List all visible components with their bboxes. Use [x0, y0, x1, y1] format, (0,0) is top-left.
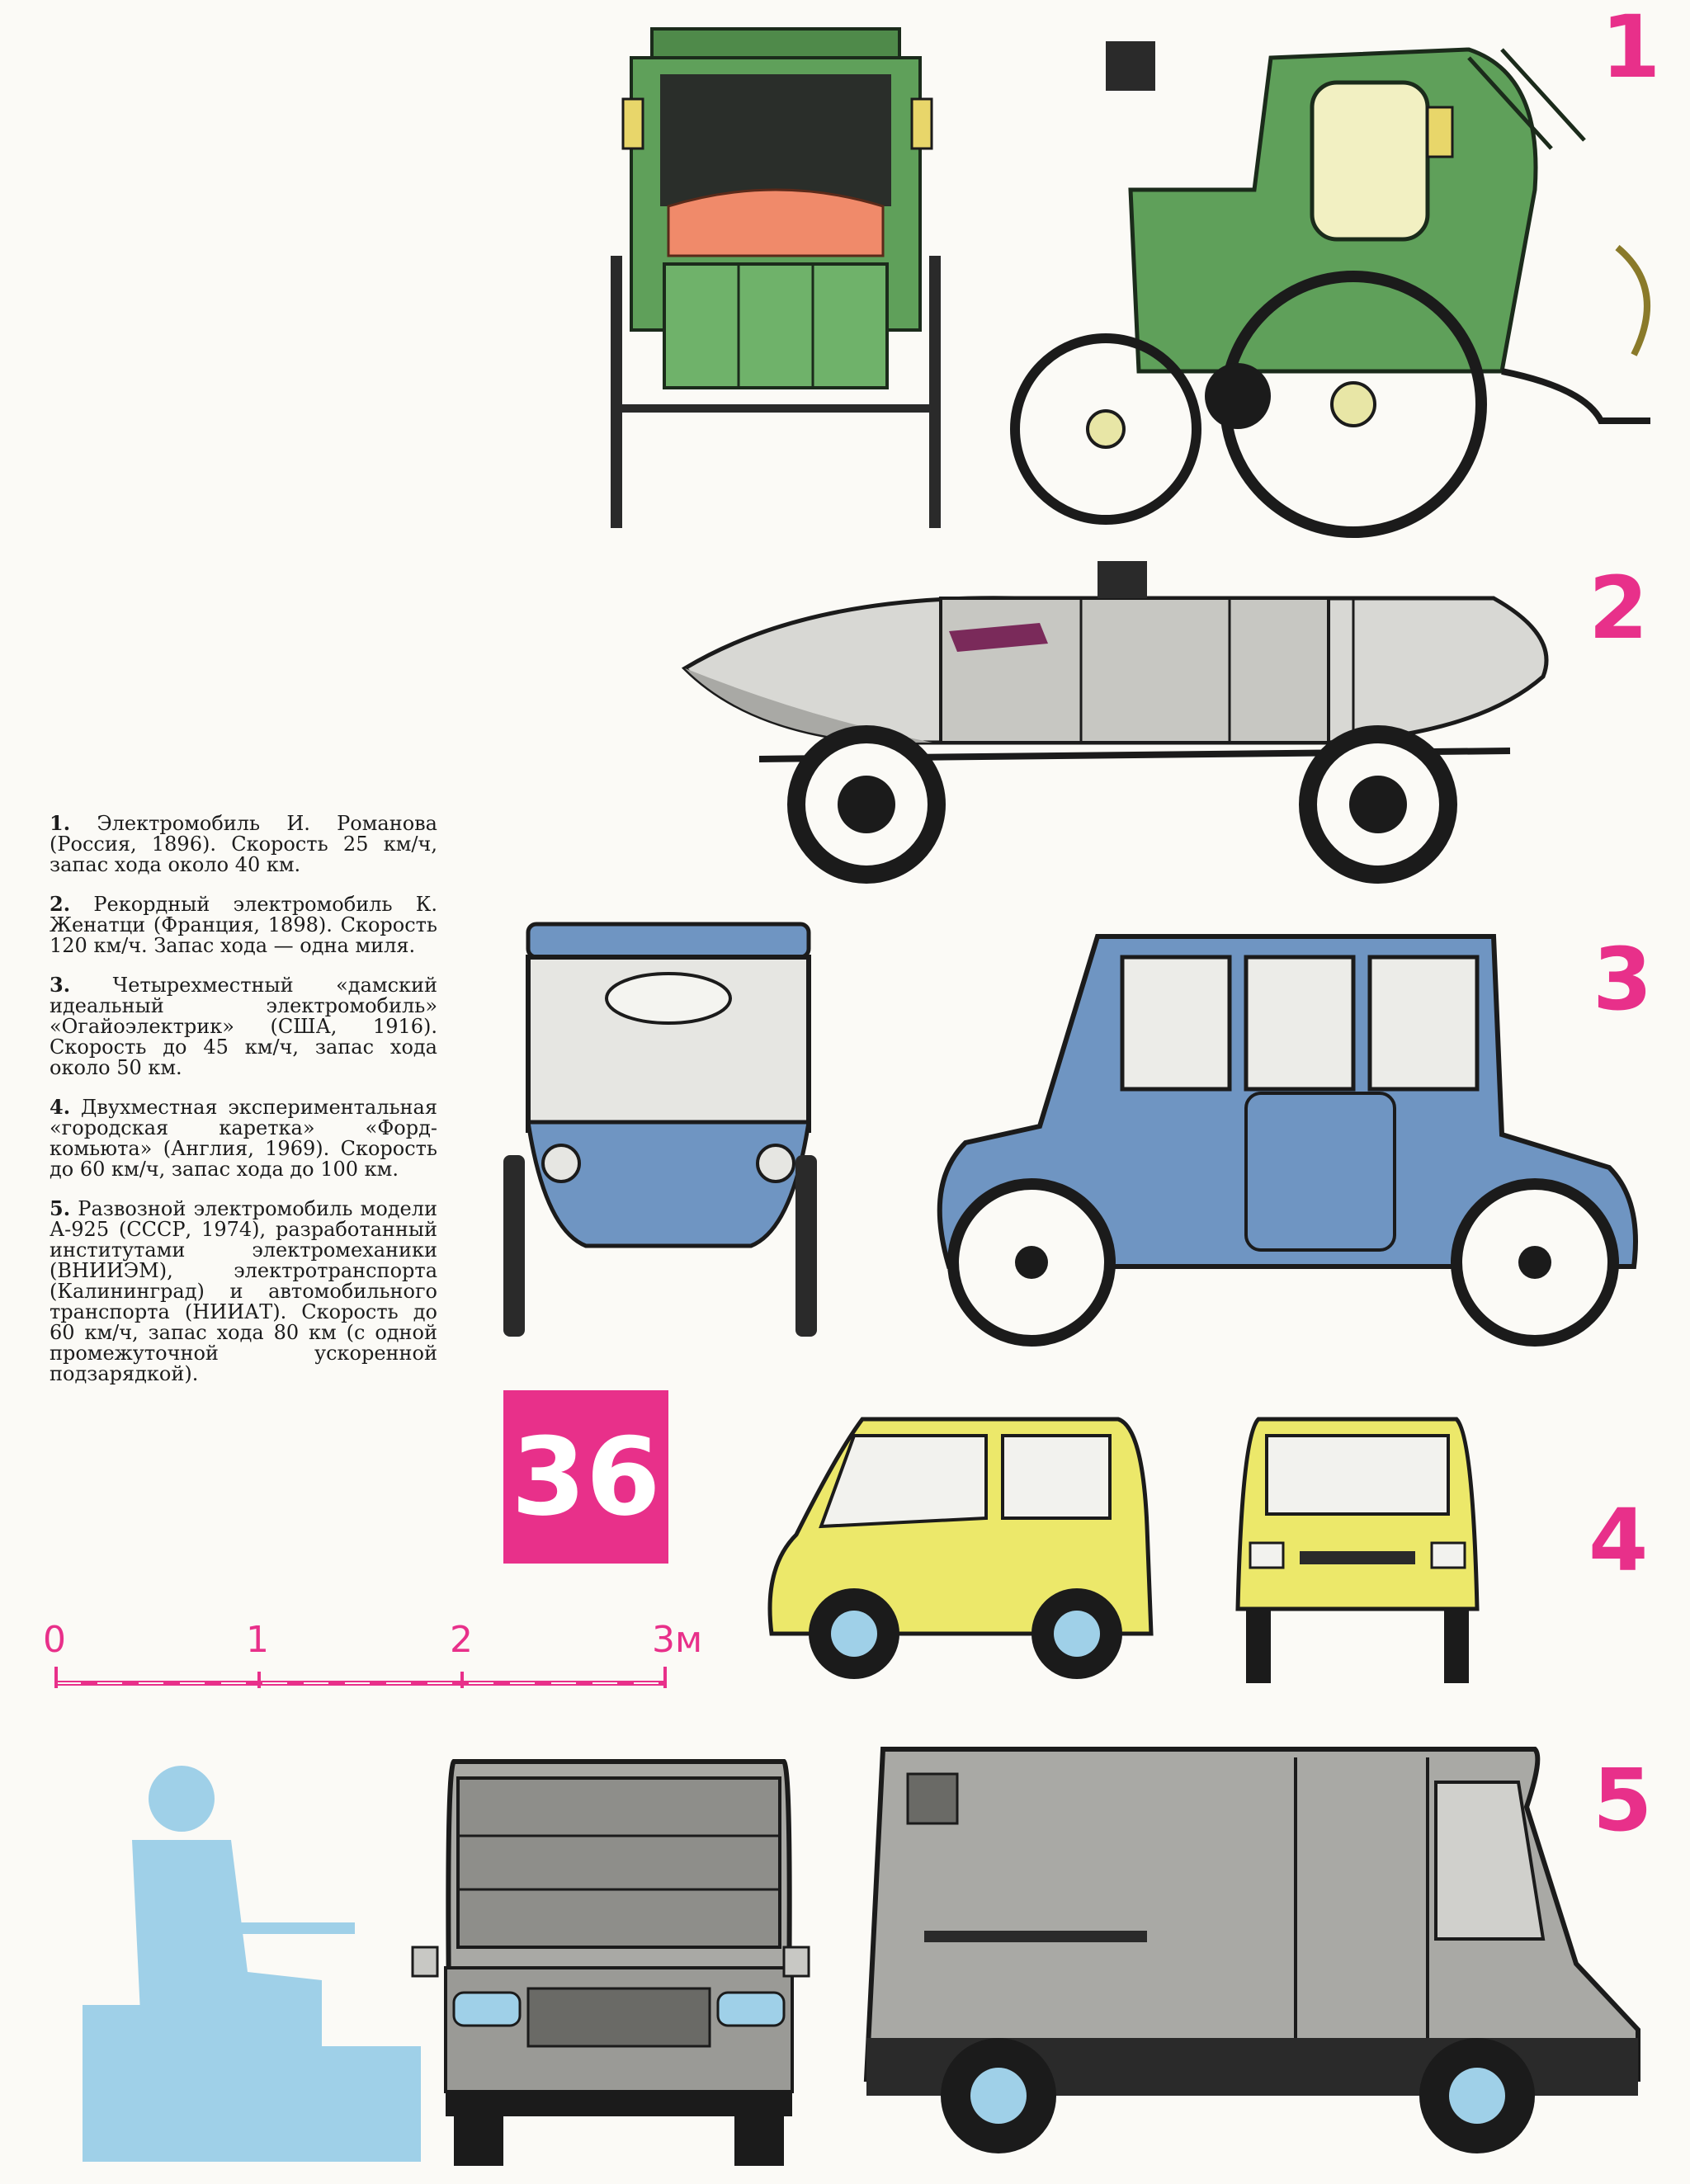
vehicle-1-side-view — [1007, 25, 1667, 536]
vehicle-2-side-view — [685, 553, 1560, 883]
scale-label-2: 2 — [450, 1619, 473, 1661]
vehicle-5-operator-figure — [50, 1757, 429, 2170]
vehicle-5-front-view — [396, 1745, 825, 2174]
scale-label-0: 0 — [43, 1619, 66, 1661]
vehicle-3-side-view — [899, 920, 1667, 1349]
vehicle-number-3: 3 — [1593, 929, 1653, 1030]
caption-1: 1. Электромобиль И. Романова (Россия, 1896). Скорость 25 км/ч, запас хода около 40 км. — [50, 811, 437, 876]
vehicle-number-2: 2 — [1589, 558, 1649, 658]
caption-2: 2. Рекордный электромобиль К. Женатци (Франция, 1898). Скорость 120 км/ч. Запас хода — одна миля. — [50, 892, 437, 957]
caption-5: 5. Развозной электромобиль модели А-925 (СССР, 1974), разработанный институтами электромеханики (ВНИИЭМ), электротранспорта (Калининград) и автомобильного транспорта (НИИАТ). Скорость до 60 км/ч, запас хода 80 км (с одной промежуточной ускоренной подзарядкой). — [50, 1196, 437, 1385]
vehicle-number-1: 1 — [1601, 0, 1661, 97]
vehicle-number-5: 5 — [1593, 1750, 1653, 1851]
vehicle-3-front-view — [495, 916, 825, 1345]
vehicle-number-4: 4 — [1589, 1490, 1649, 1591]
vehicle-5-side-view — [850, 1733, 1667, 2178]
page-number-badge: 36 — [503, 1390, 668, 1564]
caption-3: 3. Четырехместный «дамский идеальный электромобиль» «Огайоэлектрик» (США, 1916). Скорость до 45 км/ч, запас хода около 50 км. — [50, 973, 437, 1079]
vehicle-1-front-view — [594, 8, 965, 536]
caption-4: 4. Двухместная экспериментальная «городская каретка» «Форд-комьюта» (Англия, 1969). Скорость до 60 км/ч, запас хода до 100 км. — [50, 1095, 437, 1181]
scale-label-3: 3м — [652, 1619, 703, 1661]
scale-label-1: 1 — [246, 1619, 269, 1661]
vehicle-4-front-view — [1234, 1403, 1481, 1691]
vehicle-4-side-view — [763, 1403, 1176, 1691]
